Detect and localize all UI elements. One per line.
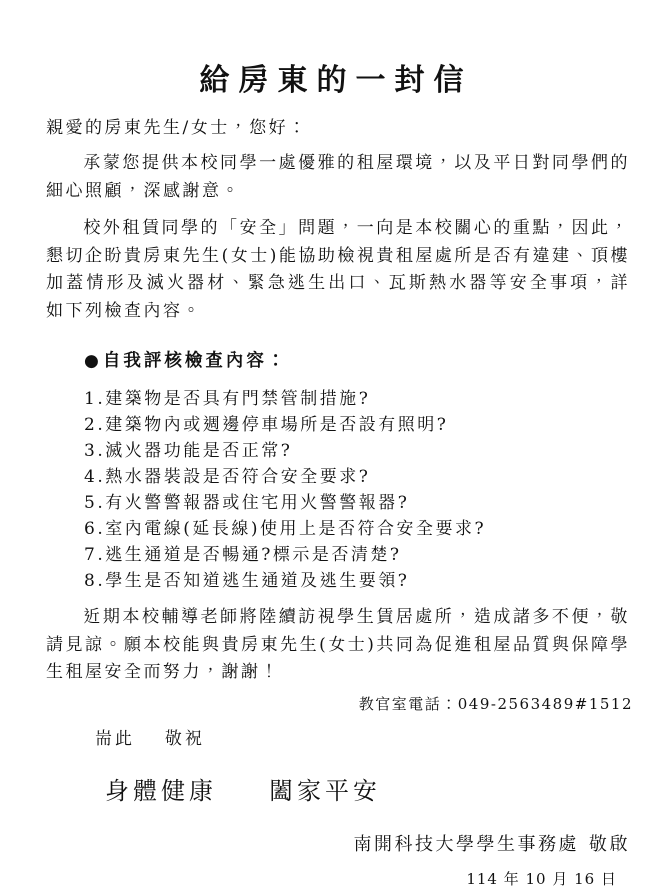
list-item: 6.室內電線(延長線)使用上是否符合安全要求? bbox=[84, 519, 487, 539]
signature-closing: 敬啟 bbox=[589, 833, 630, 855]
letter-date: 114 年 10 月 16 日 bbox=[466, 869, 617, 888]
list-item: 7.逃生通道是否暢通?標示是否清楚? bbox=[84, 545, 402, 565]
blessing-part2: 闔家平安 bbox=[269, 776, 381, 805]
checklist-header bbox=[84, 347, 630, 372]
checklist-header-label: 自我評核檢查內容： bbox=[102, 351, 288, 371]
list-item: 3.滅火器功能是否正常? bbox=[84, 441, 293, 461]
valediction-part2: 敬祝 bbox=[165, 728, 205, 749]
salutation: 親愛的房東先生/女士，您好： bbox=[46, 118, 308, 138]
valediction bbox=[95, 724, 663, 749]
blessing bbox=[105, 771, 663, 806]
signature bbox=[0, 830, 630, 856]
list-item: 5.有火警警報器或住宅用火警警報器? bbox=[84, 493, 410, 513]
paragraph-safety: 校外租賃同學的「安全」問題，一向是本校關心的重點，因此，懇切企盼貴房東先生(女士)能協助檢視貴租屋處所是否有違建、頂樓加蓋情形及滅火器材、緊急逃生出口、瓦斯熱水器等安全事項，詳如下列檢查內容。 bbox=[46, 218, 630, 321]
letter-title: 給房東的一封信 bbox=[199, 63, 473, 98]
paragraph-thanks: 承蒙您提供本校同學一處優雅的租屋環境，以及平日對同學們的細心照顧，深感謝意。 bbox=[46, 153, 630, 201]
list-item: 2.建築物內或週邊停車場所是否設有照明? bbox=[84, 415, 449, 435]
list-item: 4.熱水器裝設是否符合安全要求? bbox=[84, 467, 371, 487]
self-check-list bbox=[84, 386, 630, 594]
bullet-icon: ● bbox=[84, 351, 102, 371]
contact-phone: 教官室電話：049-2563489#1512 bbox=[358, 694, 633, 713]
blessing-part1: 身體健康 bbox=[105, 776, 217, 805]
signature-organization: 南開科技大學學生事務處 bbox=[353, 833, 579, 855]
valediction-part1: 耑此 bbox=[95, 728, 135, 749]
list-item: 8.學生是否知道逃生通道及逃生要領? bbox=[84, 571, 410, 591]
paragraph-closing: 近期本校輔導老師將陸續訪視學生賃居處所，造成諸多不便，敬請見諒。願本校能與貴房東先生(女士)共同為促進租屋品質與保障學生租屋安全而努力，謝謝！ bbox=[46, 607, 630, 682]
list-item: 1.建築物是否具有門禁管制措施? bbox=[84, 389, 371, 409]
